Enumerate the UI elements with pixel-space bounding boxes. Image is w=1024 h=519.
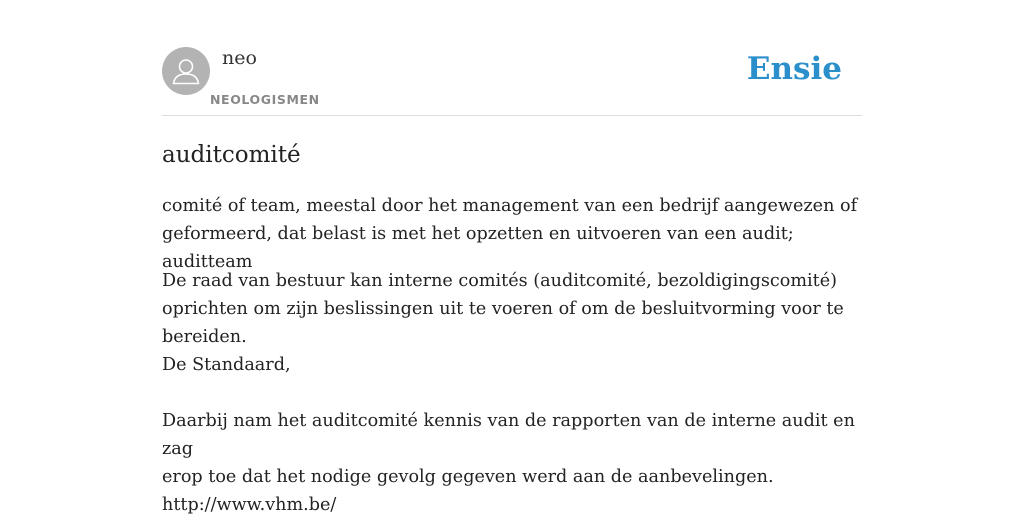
brand-logo[interactable]: Ensie (746, 51, 842, 87)
example-line: oprichten om zijn beslissingen uit te voeren of om de besluitvorming voor te (162, 299, 844, 319)
example-line: bereiden. (162, 327, 247, 347)
example-spacer (162, 379, 862, 407)
entry-definition (162, 192, 862, 276)
example-line: erop toe dat het nodige gevolg gegeven werd aan de aanbevelingen. (162, 467, 774, 487)
example-text (162, 267, 862, 379)
definition-line: comité of team, meestal door het management van een bedrijf aangewezen of (162, 196, 858, 216)
example-text (162, 407, 862, 519)
entry-header (162, 0, 862, 116)
entry-examples (162, 267, 862, 519)
entry-page (162, 0, 862, 515)
example-line: Daarbij nam het auditcomité kennis van de rapporten van de interne audit en zag (162, 411, 855, 459)
entry-word: auditcomité (162, 142, 301, 168)
avatar[interactable] (162, 47, 210, 95)
example-line: De raad van bestuur kan interne comités (auditcomité, bezoldigingscomité) (162, 271, 837, 291)
user-icon (162, 47, 210, 95)
category-label[interactable]: NEOLOGISMEN (210, 92, 320, 107)
example-source-link[interactable]: http://www.vhm.be/ (162, 495, 337, 515)
definition-line: geformeerd, dat belast is met het opzetten en uitvoeren van een audit; auditteam (162, 224, 794, 272)
example-source: De Standaard, (162, 355, 291, 375)
author-link[interactable]: neo (222, 47, 257, 69)
